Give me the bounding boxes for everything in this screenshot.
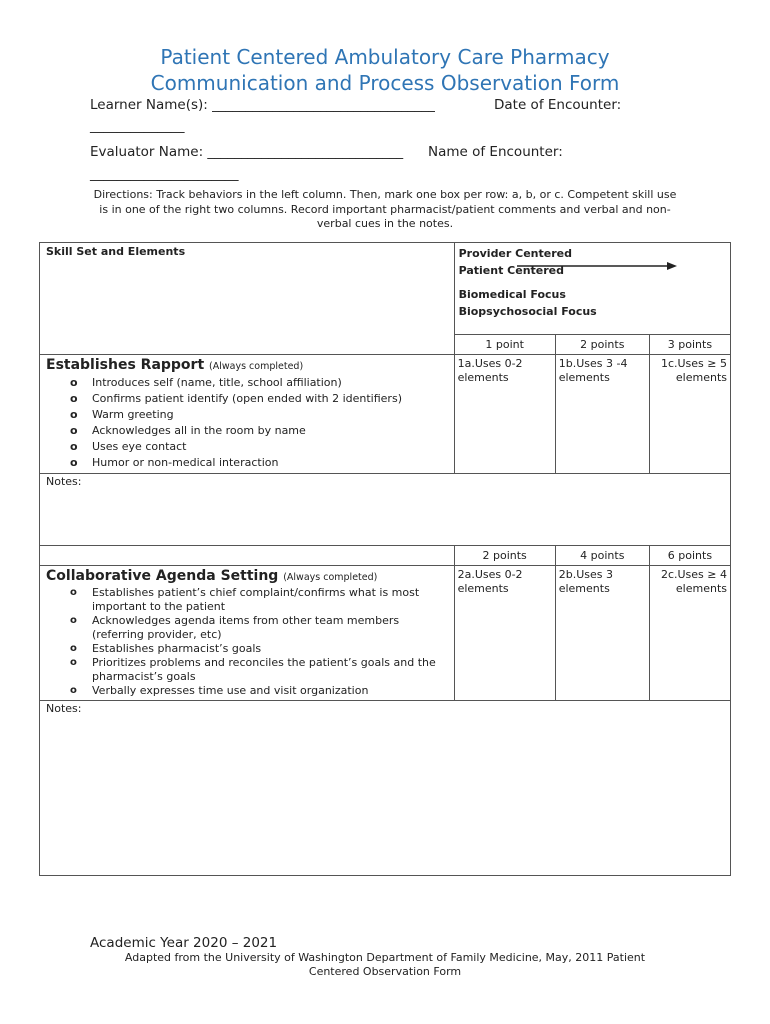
learner-name-field[interactable]: Learner Name(s): _________________________________ [90,97,435,113]
bullet-icon: o [70,615,77,626]
s1-points-c: 3 points [649,335,730,355]
agenda-notes-label: Notes: [46,702,82,715]
agenda-option-2c[interactable]: 2c.Uses ≥ 4 elements [649,566,730,701]
list-item: o Verbally expresses time use and visit organization [70,684,369,697]
form-title-line-2: Communication and Process Observation Form [150,71,620,95]
collaborative-agenda-title [40,566,454,584]
list-item: o Uses eye contact [70,440,187,453]
rapport-option-1a[interactable]: 1a.Uses 0-2 elements [454,355,555,474]
bullet-icon: o [70,440,78,453]
bullet-icon: o [70,587,77,598]
focus-scale-header [454,243,730,335]
patient-centered-label: Patient Centered [458,264,565,277]
establishes-rapport-title [40,355,454,373]
collaborative-agenda-note: (Always completed) [283,572,378,583]
list-item: o Humor or non-medical interaction [70,456,279,469]
s2-points-a: 2 points [454,546,555,566]
collaborative-agenda-elements [40,586,454,698]
bullet-icon: o [70,657,77,668]
evaluator-name-field[interactable]: Evaluator Name: _____________________________ [90,144,404,160]
collaborative-agenda-cell [40,566,455,701]
biopsychosocial-focus-label: Biopsychosocial Focus [458,305,597,318]
agenda-notes-area[interactable] [40,701,731,876]
observation-table [39,242,731,876]
list-item: o Introduces self (name, title, school affiliation) [70,376,342,389]
provider-centered-label: Provider Centered [458,247,572,260]
name-of-encounter-field[interactable]: ______________________ [90,166,239,182]
s2-points-b: 4 points [555,546,649,566]
academic-year: Academic Year 2020 – 2021 [90,935,278,951]
bullet-icon: o [70,424,78,437]
name-of-encounter-label: Name of Encounter: [428,144,563,160]
biomedical-focus-label: Biomedical Focus [458,288,566,301]
list-item: o Establishes patient’s chief complaint/confirms what is most important to the patient [70,586,420,613]
rapport-option-1b[interactable]: 1b.Uses 3 -4 elements [555,355,649,474]
skill-set-header-label: Skill Set and Elements [46,245,186,258]
right-arrow-icon [517,261,677,271]
rapport-notes-label: Notes: [46,475,82,488]
list-item: o Prioritizes problems and reconciles the patient’s goals and the pharmacist’s goals [70,656,436,683]
list-item: o Confirms patient identify (open ended with 2 identifiers) [70,392,402,405]
establishes-rapport-elements [40,375,454,471]
list-item: o Acknowledges agenda items from other team members (referring provider, etc) [70,614,400,641]
s2-points-c: 6 points [649,546,730,566]
establishes-rapport-note: (Always completed) [209,361,304,372]
collaborative-agenda-title-text: Collaborative Agenda Setting [46,568,279,584]
agenda-option-2b[interactable]: 2b.Uses 3 elements [555,566,649,701]
spacer-cell [40,546,455,566]
list-item: o Acknowledges all in the room by name [70,424,306,437]
adapted-from-note: Adapted from the University of Washington Department of Family Medicine, May, 2011 Patient Centered Observation Form [124,951,646,978]
date-of-encounter-field[interactable]: ______________ [90,118,185,134]
s1-points-a: 1 point [454,335,555,355]
rapport-option-1c[interactable]: 1c.Uses ≥ 5 elements [649,355,730,474]
bullet-icon: o [70,685,77,696]
bullet-icon: o [70,408,78,421]
establishes-rapport-cell [40,355,455,474]
list-item: o Establishes pharmacist’s goals [70,642,262,655]
date-of-encounter-label: Date of Encounter: [494,97,622,113]
rapport-notes-area[interactable] [40,474,731,546]
bullet-icon: o [70,643,77,654]
bullet-icon: o [70,456,78,469]
bullet-icon: o [70,376,78,389]
form-title-line-1: Patient Centered Ambulatory Care Pharmacy [160,45,610,69]
bullet-icon: o [70,392,78,405]
agenda-option-2a[interactable]: 2a.Uses 0-2 elements [454,566,555,701]
s1-points-b: 2 points [555,335,649,355]
list-item: o Warm greeting [70,408,174,421]
directions-text: Directions: Track behaviors in the left column. Then, mark one box per row: a, b, or c. Competent skill use is in one of the right two columns. Record important pharmacist/patient comments and verbal and non-verbal cues in the notes. [93,188,677,230]
establishes-rapport-title-text: Establishes Rapport [46,357,205,373]
skill-set-header [40,243,455,355]
